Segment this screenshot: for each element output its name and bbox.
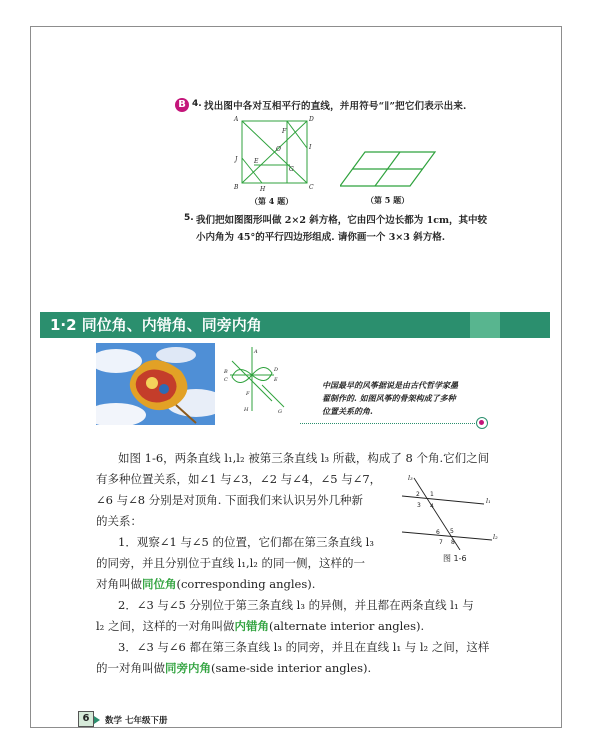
fig4-label-h: H xyxy=(260,186,266,193)
kite-label-g: G xyxy=(278,409,282,415)
term-corresponding-angles: 同位角 xyxy=(142,577,177,591)
difficulty-badge: B xyxy=(175,98,189,112)
fig5-caption: （第 5 题） xyxy=(366,195,410,205)
fig16-label-l1: l₁ xyxy=(486,497,491,505)
item-2-prefix: l₂ 之间，这样的一对角叫做 xyxy=(96,619,235,633)
page-number: 6 xyxy=(78,711,94,727)
exercise-5-figure xyxy=(340,148,440,190)
figure-1-6-caption: 图 1-6 xyxy=(443,554,467,563)
kite-label-d: D xyxy=(274,367,279,373)
exercise-4-figure xyxy=(232,113,322,195)
fig16-angle-2: 2 xyxy=(416,491,420,498)
kite-photo xyxy=(96,343,215,425)
fig16-angle-1: 1 xyxy=(430,491,434,498)
fig16-label-l2: l₂ xyxy=(493,533,498,541)
kite-label-b: B xyxy=(224,369,228,375)
fig16-angle-3: 3 xyxy=(417,502,421,509)
exercise-5-line-1: 我们把如图图形叫做 2×2 斜方格，它由四个边长都为 1cm，其中较 xyxy=(196,215,488,226)
fig4-label-o: O xyxy=(276,146,281,153)
fig16-label-l3: l₃ xyxy=(408,474,413,482)
body-paragraph-1-line-4: 的关系： xyxy=(96,514,142,528)
kite-label-c: C xyxy=(224,377,228,383)
term-alternate-interior-angles: 内错角 xyxy=(234,619,269,633)
body-paragraph-1-line-1: 如图 1-6，两条直线 l₁,l₂ 被第三条直线 l₃ 所截，构成了 8 个角.它们之间 xyxy=(118,451,490,465)
section-title: 1·2 同位角、内错角、同旁内角 xyxy=(50,316,262,334)
body-paragraph-1-line-3: ∠6 与∠8 分别是对顶角. 下面我们来认识另外几种新 xyxy=(96,493,364,507)
kite-label-a: A xyxy=(254,349,258,355)
item-3-line-1: 3．∠3 与∠6 都在第三条直线 l₃ 的同旁，并且在直线 l₁ 与 l₂ 之间，这样 xyxy=(118,640,490,654)
exercise-4-number: 4. xyxy=(192,99,202,109)
exercise-4-text: 找出图中各对互相平行的直线，并用符号“∥”把它们表示出来. xyxy=(204,101,467,112)
item-2-line-2 xyxy=(96,618,424,634)
item-1-prefix: 对角叫做 xyxy=(96,577,142,591)
fig4-label-a: A xyxy=(234,116,239,123)
kite-side-note: 中国最早的风筝据说是由古代哲学家墨翟制作的. 如图风筝的骨架构成了多种位置关系的角. xyxy=(322,380,458,416)
item-3-line-2 xyxy=(96,660,371,676)
item-1-line-2: 的同旁，并且分别位于直线 l₁,l₂ 的同一侧，这样的一 xyxy=(96,556,366,570)
kite-label-f: F xyxy=(246,391,250,397)
item-1-line-1: 1．观察∠1 与∠5 的位置，它们都在第三条直线 l₃ xyxy=(118,535,374,549)
fig4-label-b: B xyxy=(234,184,239,191)
exercise-5-line-2: 小内角为 45°的平行四边形组成. 请你画一个 3×3 斜方格. xyxy=(196,232,445,243)
item-2-line-1: 2．∠3 与∠5 分别位于第三条直线 l₃ 的异侧，并且都在两条直线 l₁ 与 xyxy=(118,598,474,612)
fig4-label-i: I xyxy=(309,144,312,151)
fig4-label-e: E xyxy=(254,158,259,165)
item-1-english: (corresponding angles). xyxy=(176,577,316,591)
fig4-label-j: J xyxy=(235,156,238,163)
kite-label-e: E xyxy=(274,377,278,383)
fig4-label-f: F xyxy=(282,128,287,135)
body-paragraph-1-line-2: 有多种位置关系，如∠1 与∠3，∠2 与∠4，∠5 与∠7， xyxy=(96,472,382,486)
footer-book-title: 数学 七年级下册 xyxy=(105,716,168,726)
item-3-english: (same-side interior angles). xyxy=(211,661,372,675)
fig4-label-d: D xyxy=(309,116,314,123)
fig16-angle-6: 6 xyxy=(436,529,440,536)
kite-frame-diagram xyxy=(222,345,287,415)
fig16-angle-8: 8 xyxy=(451,539,455,546)
divider-endpoint-dot xyxy=(479,420,484,425)
page-number-arrow-icon xyxy=(94,716,100,724)
fig4-label-c: C xyxy=(309,184,314,191)
fig16-angle-5: 5 xyxy=(450,528,454,535)
kite-label-h: H xyxy=(244,407,249,413)
fig4-label-g: G xyxy=(289,166,294,173)
item-2-english: (alternate interior angles). xyxy=(268,619,425,633)
exercise-5-number: 5. xyxy=(184,213,194,223)
dotted-divider xyxy=(300,423,475,424)
item-3-prefix: 的一对角叫做 xyxy=(96,661,165,675)
term-same-side-interior-angles: 同旁内角 xyxy=(165,661,211,675)
section-header-accent xyxy=(470,312,500,338)
fig4-caption: （第 4 题） xyxy=(250,196,294,206)
fig16-angle-7: 7 xyxy=(439,539,443,546)
figure-1-6 xyxy=(400,472,500,550)
fig16-angle-4: 4 xyxy=(430,503,434,510)
item-1-line-3 xyxy=(96,576,315,592)
